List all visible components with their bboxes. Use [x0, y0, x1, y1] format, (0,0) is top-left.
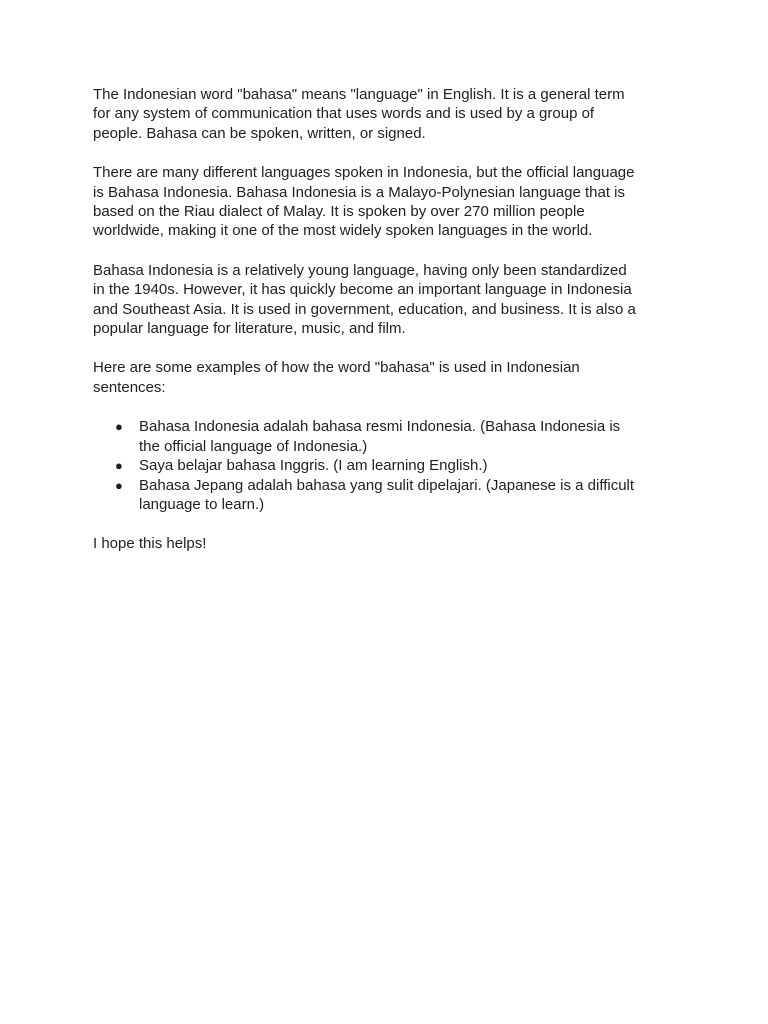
paragraph-language-history: Bahasa Indonesia is a relatively young language, having only been standardized in the 1940s. However, it has quickly become an important language in Indonesia and Southeast Asia. It is used in government, education, and business. It is also a popular language for literature, music, and film. [93, 261, 636, 338]
example-sentence: Bahasa Jepang adalah bahasa yang sulit dipelajari. (Japanese is a difficult language to learn.) [139, 476, 635, 513]
list-item [115, 417, 638, 456]
closing-line: I hope this helps! [93, 535, 207, 553]
bullet-icon: ● [115, 419, 123, 435]
bullet-icon: ● [115, 477, 123, 493]
example-sentence: Saya belajar bahasa Inggris. (I am learning English.) [139, 457, 488, 475]
document-page [93, 85, 638, 574]
paragraph-official-language: There are many different languages spoken in Indonesia, but the official language is Bahasa Indonesia. Bahasa Indonesia is a Malayo-Polynesian language that is based on the Riau dialect of Malay. It is spoken by over 270 million people worldwide, making it one of the most widely spoken languages in the world. [93, 164, 635, 240]
list-item [115, 456, 638, 475]
list-item [115, 476, 638, 515]
example-sentence: Bahasa Indonesia adalah bahasa resmi Indonesia. (Bahasa Indonesia is the official language of Indonesia.) [139, 418, 621, 455]
bullet-icon: ● [115, 458, 123, 474]
examples-list [93, 417, 638, 514]
paragraph-bahasa-meaning: The Indonesian word "bahasa" means "language" in English. It is a general term for any system of communication that uses words and is used by a group of people. Bahasa can be spoken, written, or signed. [93, 86, 625, 142]
paragraph-examples-intro: Here are some examples of how the word "bahasa" is used in Indonesian sentences: [93, 359, 580, 396]
